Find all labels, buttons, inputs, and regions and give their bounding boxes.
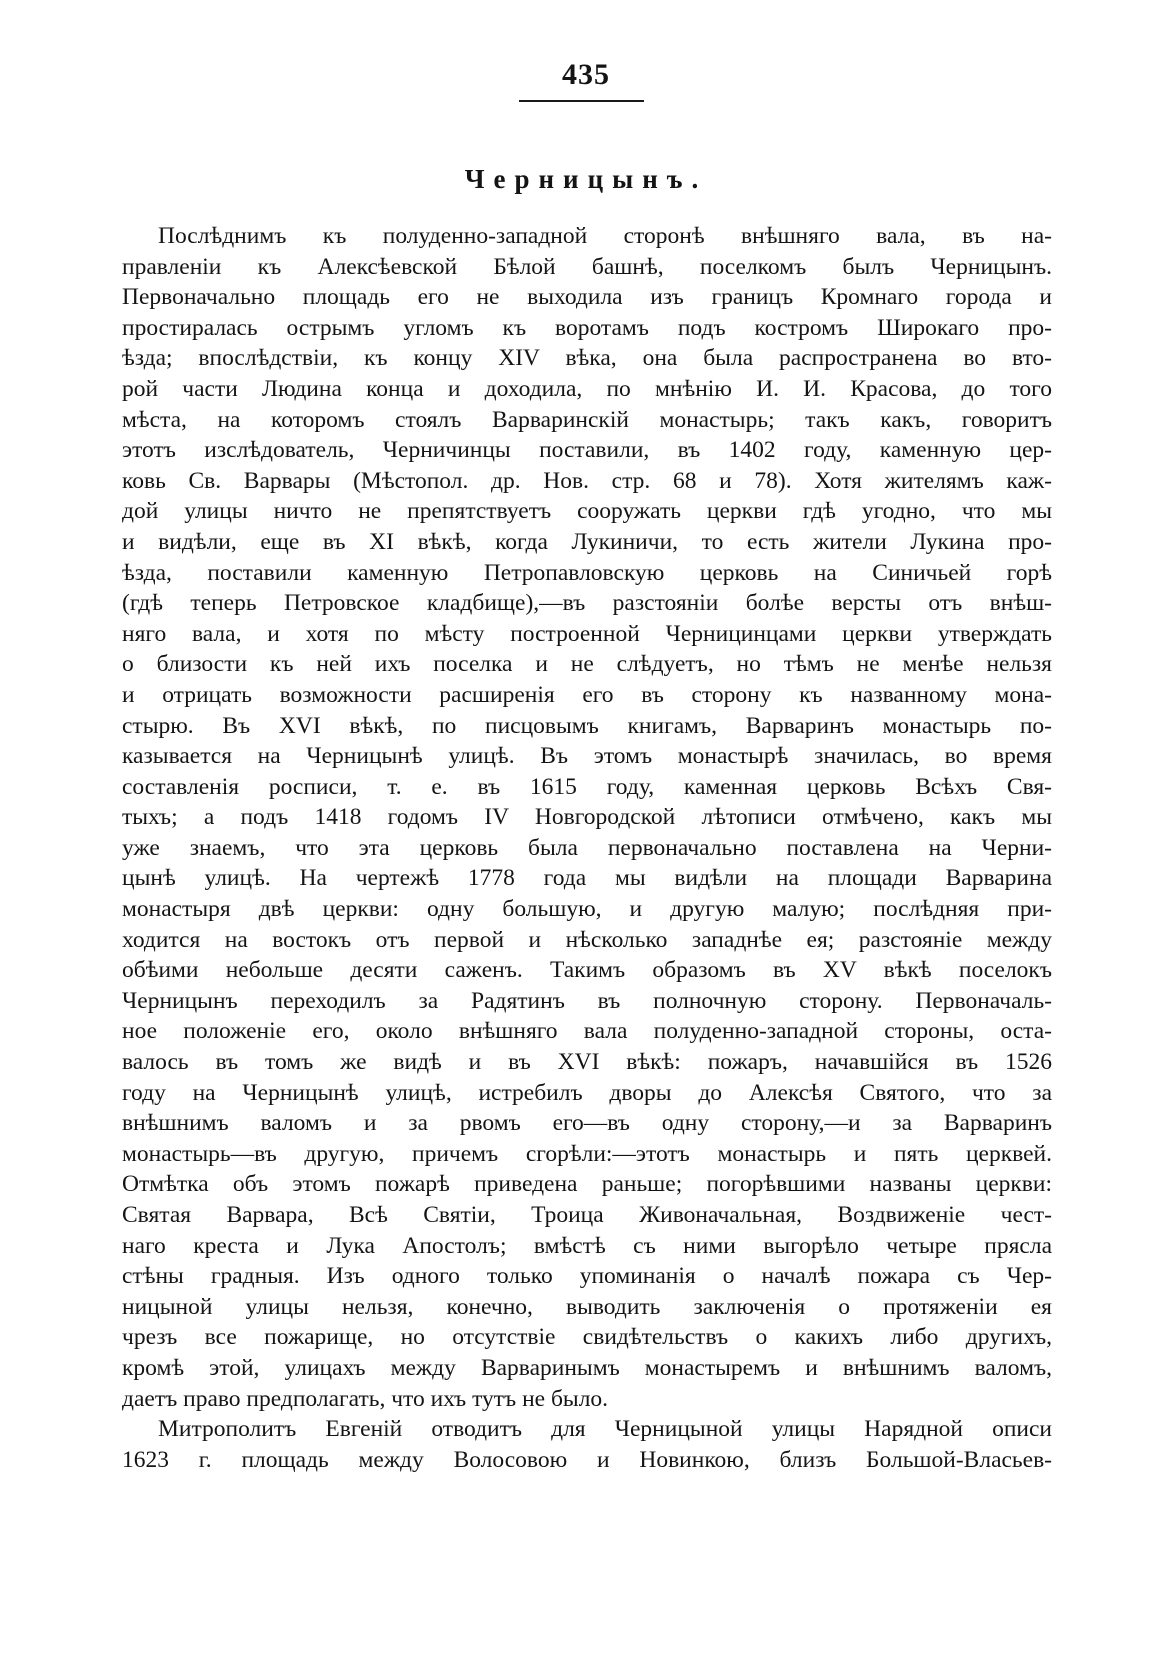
text-line: о близости къ ней ихъ поселка и не слѣдуетъ, но тѣмъ не менѣе нельзя: [122, 651, 1052, 678]
text-line: ковь Св. Варвары (Мѣстопол. др. Нов. стр. 68 и 78). Хотя жителямъ каж-: [122, 467, 1052, 494]
text-line: монастырь—въ другую, причемъ сгорѣли:—этотъ монастырь и пять церквей.: [122, 1140, 1052, 1167]
text-line: году на Черницынѣ улицѣ, истребилъ дворы до Алексѣя Святого, что за: [122, 1079, 1052, 1106]
text-line: чрезъ все пожарище, но отсутствіе свидѣтельствъ о какихъ либо другихъ,: [122, 1324, 1052, 1351]
text-line: ницыной улицы нельзя, конечно, выводить заключенія о протяженіи ея: [122, 1293, 1052, 1320]
text-line: Отмѣтка объ этомъ пожарѣ приведена раньше; погорѣвшими названы церкви:: [122, 1171, 1052, 1198]
chapter-title: Черницынъ.: [464, 164, 708, 194]
text-line: Митрополитъ Евгеній отводитъ для Черницыной улицы Нарядной описи: [158, 1416, 1052, 1443]
text-line: монастыря двѣ церкви: одну большую, и другую малую; послѣдняя при-: [122, 896, 1052, 923]
text-line: простиралась острымъ угломъ къ воротамъ подъ костромъ Широкаго про-: [122, 314, 1052, 341]
text-line: наго креста и Лука Апостолъ; вмѣстѣ съ ними выгорѣло четыре прясла: [122, 1232, 1052, 1259]
text-line: ное положеніе его, около внѣшняго вала полуденно-западной стороны, оста-: [122, 1018, 1052, 1045]
text-line: мѣста, на которомъ стоялъ Варваринскій монастырь; такъ какъ, говоритъ: [122, 406, 1052, 433]
text-line: рой части Людина конца и доходила, по мнѣнію И. И. Красова, до того: [122, 375, 1052, 402]
text-line: дой улицы ничто не препятствуетъ сооружать церкви гдѣ угодно, что мы: [122, 498, 1052, 525]
text-line: правленіи къ Алексѣевской Бѣлой башнѣ, поселкомъ былъ Черницынъ.: [122, 253, 1052, 280]
text-line: Черницынъ переходилъ за Радятинъ въ полночную сторону. Первоначаль-: [122, 987, 1052, 1014]
text-line: даетъ право предполагать, что ихъ тутъ не было.: [122, 1385, 609, 1412]
text-line: внѣшнимъ валомъ и за рвомъ его—въ одну сторону,—и за Варваринъ: [122, 1110, 1052, 1137]
text-line: 1623 г. площадь между Волосовою и Новинкою, близъ Большой-Власьев-: [122, 1446, 1052, 1473]
text-line: обѣими небольше десяти саженъ. Такимъ образомъ въ XV вѣкѣ поселокъ: [122, 957, 1052, 984]
page-number: 435: [562, 58, 610, 91]
text-line: Первоначально площадь его не выходила изъ границъ Кромнаго города и: [122, 284, 1052, 311]
text-line: стырю. Въ XVI вѣкѣ, по писцовымъ книгамъ, Варваринъ монастырь по-: [122, 712, 1052, 739]
text-line: Святая Варвара, Всѣ Святіи, Троица Живоначальная, Воздвиженіе чест-: [122, 1202, 1052, 1228]
text-line: составленія росписи, т. е. въ 1615 году, каменная церковь Всѣхъ Свя-: [122, 773, 1052, 800]
text-line: уже знаемъ, что эта церковь была первоначально поставлена на Черни-: [122, 834, 1052, 861]
text-line: и отрицать возможности расширенія его въ сторону къ названному мона-: [122, 681, 1052, 708]
text-line: ѣзда; впослѣдствіи, къ концу XIV вѣка, она была распространена во вто-: [122, 345, 1052, 372]
text-line: стѣны градныя. Изъ одного только упоминанія о началѣ пожара съ Чер-: [122, 1263, 1052, 1290]
text-line: тыхъ; а подъ 1418 годомъ IV Новгородской лѣтописи отмѣчено, какъ мы: [122, 804, 1052, 831]
text-line: ѣзда, поставили каменную Петропавловскую церковь на Синичьей горѣ: [122, 559, 1052, 586]
text-line: Послѣднимъ къ полуденно-западной сторонѣ внѣшняго вала, въ на-: [158, 223, 1052, 249]
page-number-rule: [519, 100, 644, 102]
text-line: ходится на востокъ отъ первой и нѣсколько западнѣе ея; разстояніе между: [122, 926, 1052, 953]
text-line: цынѣ улицѣ. На чертежѣ 1778 года мы видѣли на площади Варварина: [122, 865, 1052, 892]
text-line: няго вала, и хотя по мѣсту построенной Черницинцами церкви утверждать: [122, 620, 1052, 647]
text-line: казывается на Черницынѣ улицѣ. Въ этомъ монастырѣ значилась, во время: [122, 743, 1052, 770]
text-line: этотъ изслѣдователь, Черничинцы поставили, въ 1402 году, каменную цер-: [122, 437, 1052, 464]
text-line: кромѣ этой, улицахъ между Варваринымъ монастыремъ и внѣшнимъ валомъ,: [122, 1354, 1052, 1381]
text-line: валось въ томъ же видѣ и въ XVI вѣкѣ: пожаръ, начавшійся въ 1526: [122, 1049, 1052, 1076]
text-line: (гдѣ теперь Петровское кладбище),—въ разстояніи болѣе версты отъ внѣш-: [122, 590, 1052, 617]
body-text: [122, 221, 1052, 1475]
text-line: и видѣли, еще въ XI вѣкѣ, когда Лукиничи, то есть жители Лукина про-: [122, 528, 1052, 555]
